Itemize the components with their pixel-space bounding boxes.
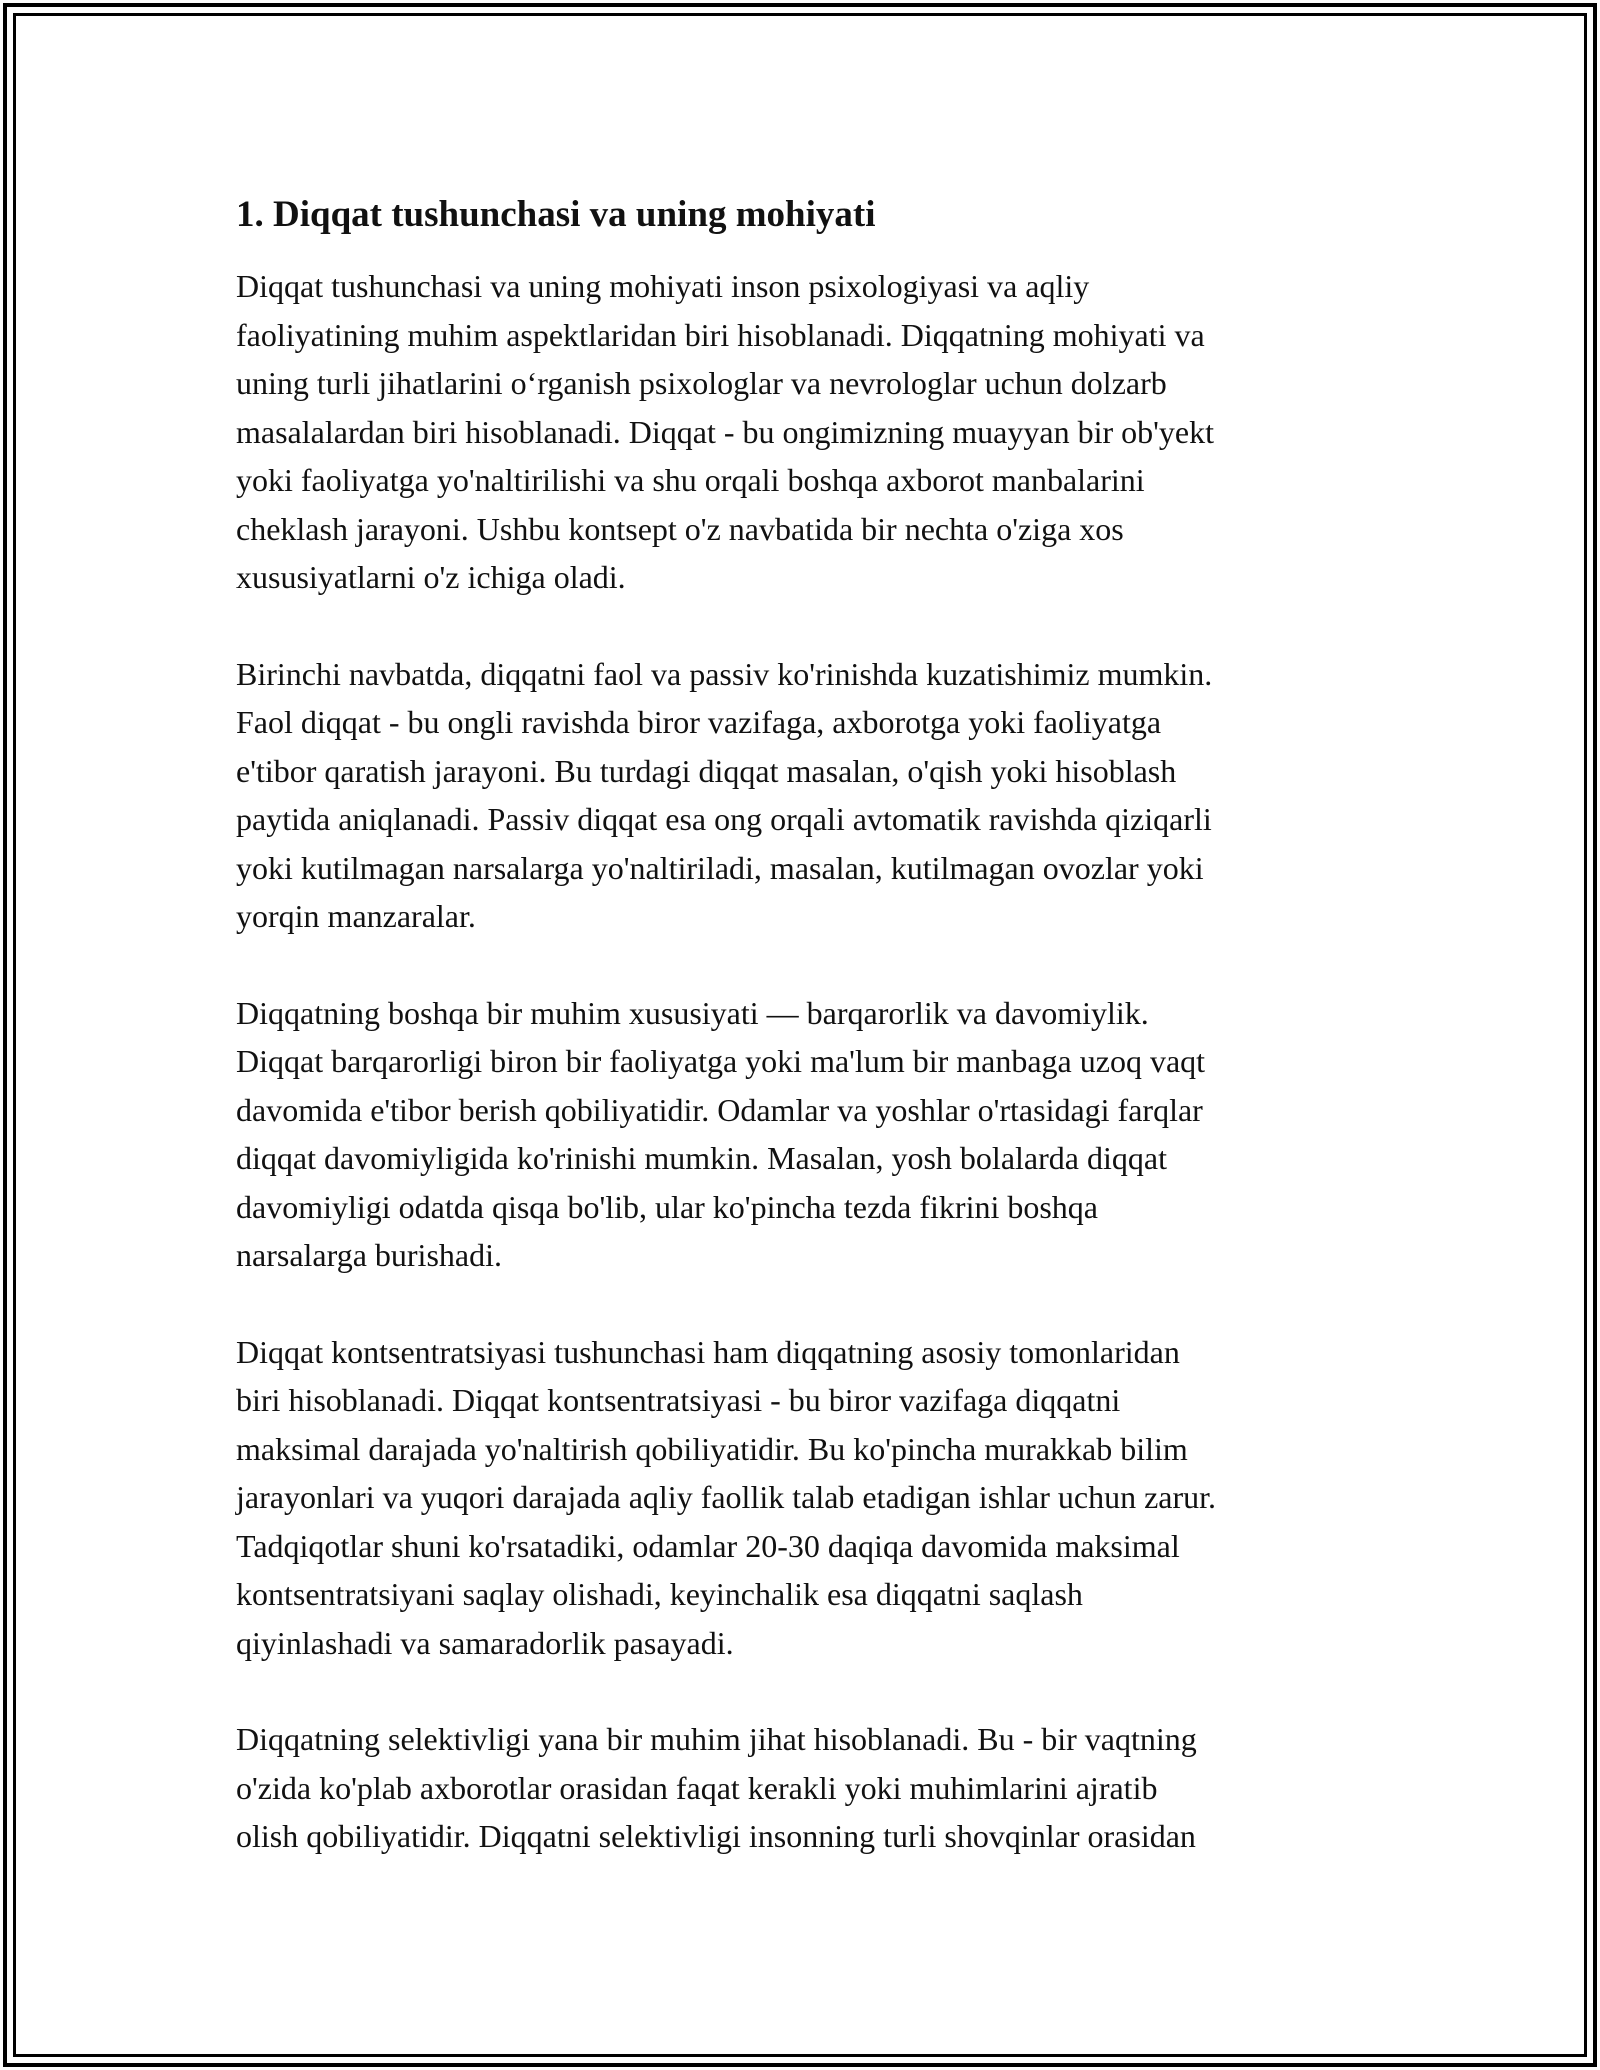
paragraph-4: Diqqat kontsentratsiyasi tushunchasi ham diqqatning asosiy tomonlaridan biri hisoblanadi. Diqqat kontsentratsiyasi - bu biror vazifaga diqqatni maksimal darajada yo'naltirish qobiliyatidir. Bu ko'pincha murakkab bilim jarayonlari va yuqori darajada aqliy faollik talab etadigan ishlar uchun zarur. Tadqiqotlar shuni ko'rsatadiki, odamlar 20-30 daqiqa davomida maksimal kontsentratsiyani saqlay olishadi, keyinchalik esa diqqatni saqlash qiyinlashadi va samaradorlik pasayadi. (236, 1333, 1217, 1661)
paragraph-5: Diqqatning selektivligi yana bir muhim jihat hisoblanadi. Bu - bir vaqtning o'zida ko'plab axborotlar orasidan faqat kerakli yoki muhimlarini ajratib olish qobiliyatidir. Diqqatni selektivligi insonning turli shovqinlar orasidan (236, 1721, 1197, 1854)
section-heading: 1. Diqqat tushunchasi va uning mohiyati (236, 194, 876, 235)
paragraph-3: Diqqatning boshqa bir muhim xususiyati — barqarorlik va davomiylik. Diqqat barqarorligi biron bir faoliyatga yoki ma'lum bir manbaga uzoq vaqt davomida e'tibor berish qobiliyatidir. Odamlar va yoshlar o'rtasidagi farqlar diqqat davomiyligida ko'rinishi mumkin. Masalan, yosh bolalarda diqqat davomiyligi odatda qisqa bo'lib, ular ko'pincha tezda fikrini boshqa narsalarga burishadi. (236, 994, 1206, 1273)
paragraph-2: Birinchi navbatda, diqqatni faol va passiv ko'rinishda kuzatishimiz mumkin. Faol diqqat - bu ongli ravishda biror vazifaga, axborotga yoki faoliyatga e'tibor qaratish jarayoni. Bu turdagi diqqat masalan, o'qish yoki hisoblash paytida aniqlanadi. Passiv diqqat esa ong orqali avtomatik ravishda qiziqarli yoki kutilmagan narsalarga yo'naltiriladi, masalan, kutilmagan ovozlar yoki yorqin manzaralar. (236, 655, 1213, 934)
document-body (236, 190, 1366, 1909)
paragraph-1: Diqqat tushunchasi va uning mohiyati inson psixologiyasi va aqliy faoliyatining muhim aspektlaridan biri hisoblanadi. Diqqatning mohiyati va uning turli jihatlarini o‘rganish psixologlar va nevrologlar uchun dolzarb masalalardan biri hisoblanadi. Diqqat - bu ongimizning muayyan bir ob'yekt yoki faoliyatga yo'naltirilishi va shu orqali boshqa axborot manbalarini cheklash jarayoni. Ushbu kontsept o'z navbatida bir nechta o'ziga xos xususiyatlarni o'z ichiga oladi. (236, 268, 1214, 595)
